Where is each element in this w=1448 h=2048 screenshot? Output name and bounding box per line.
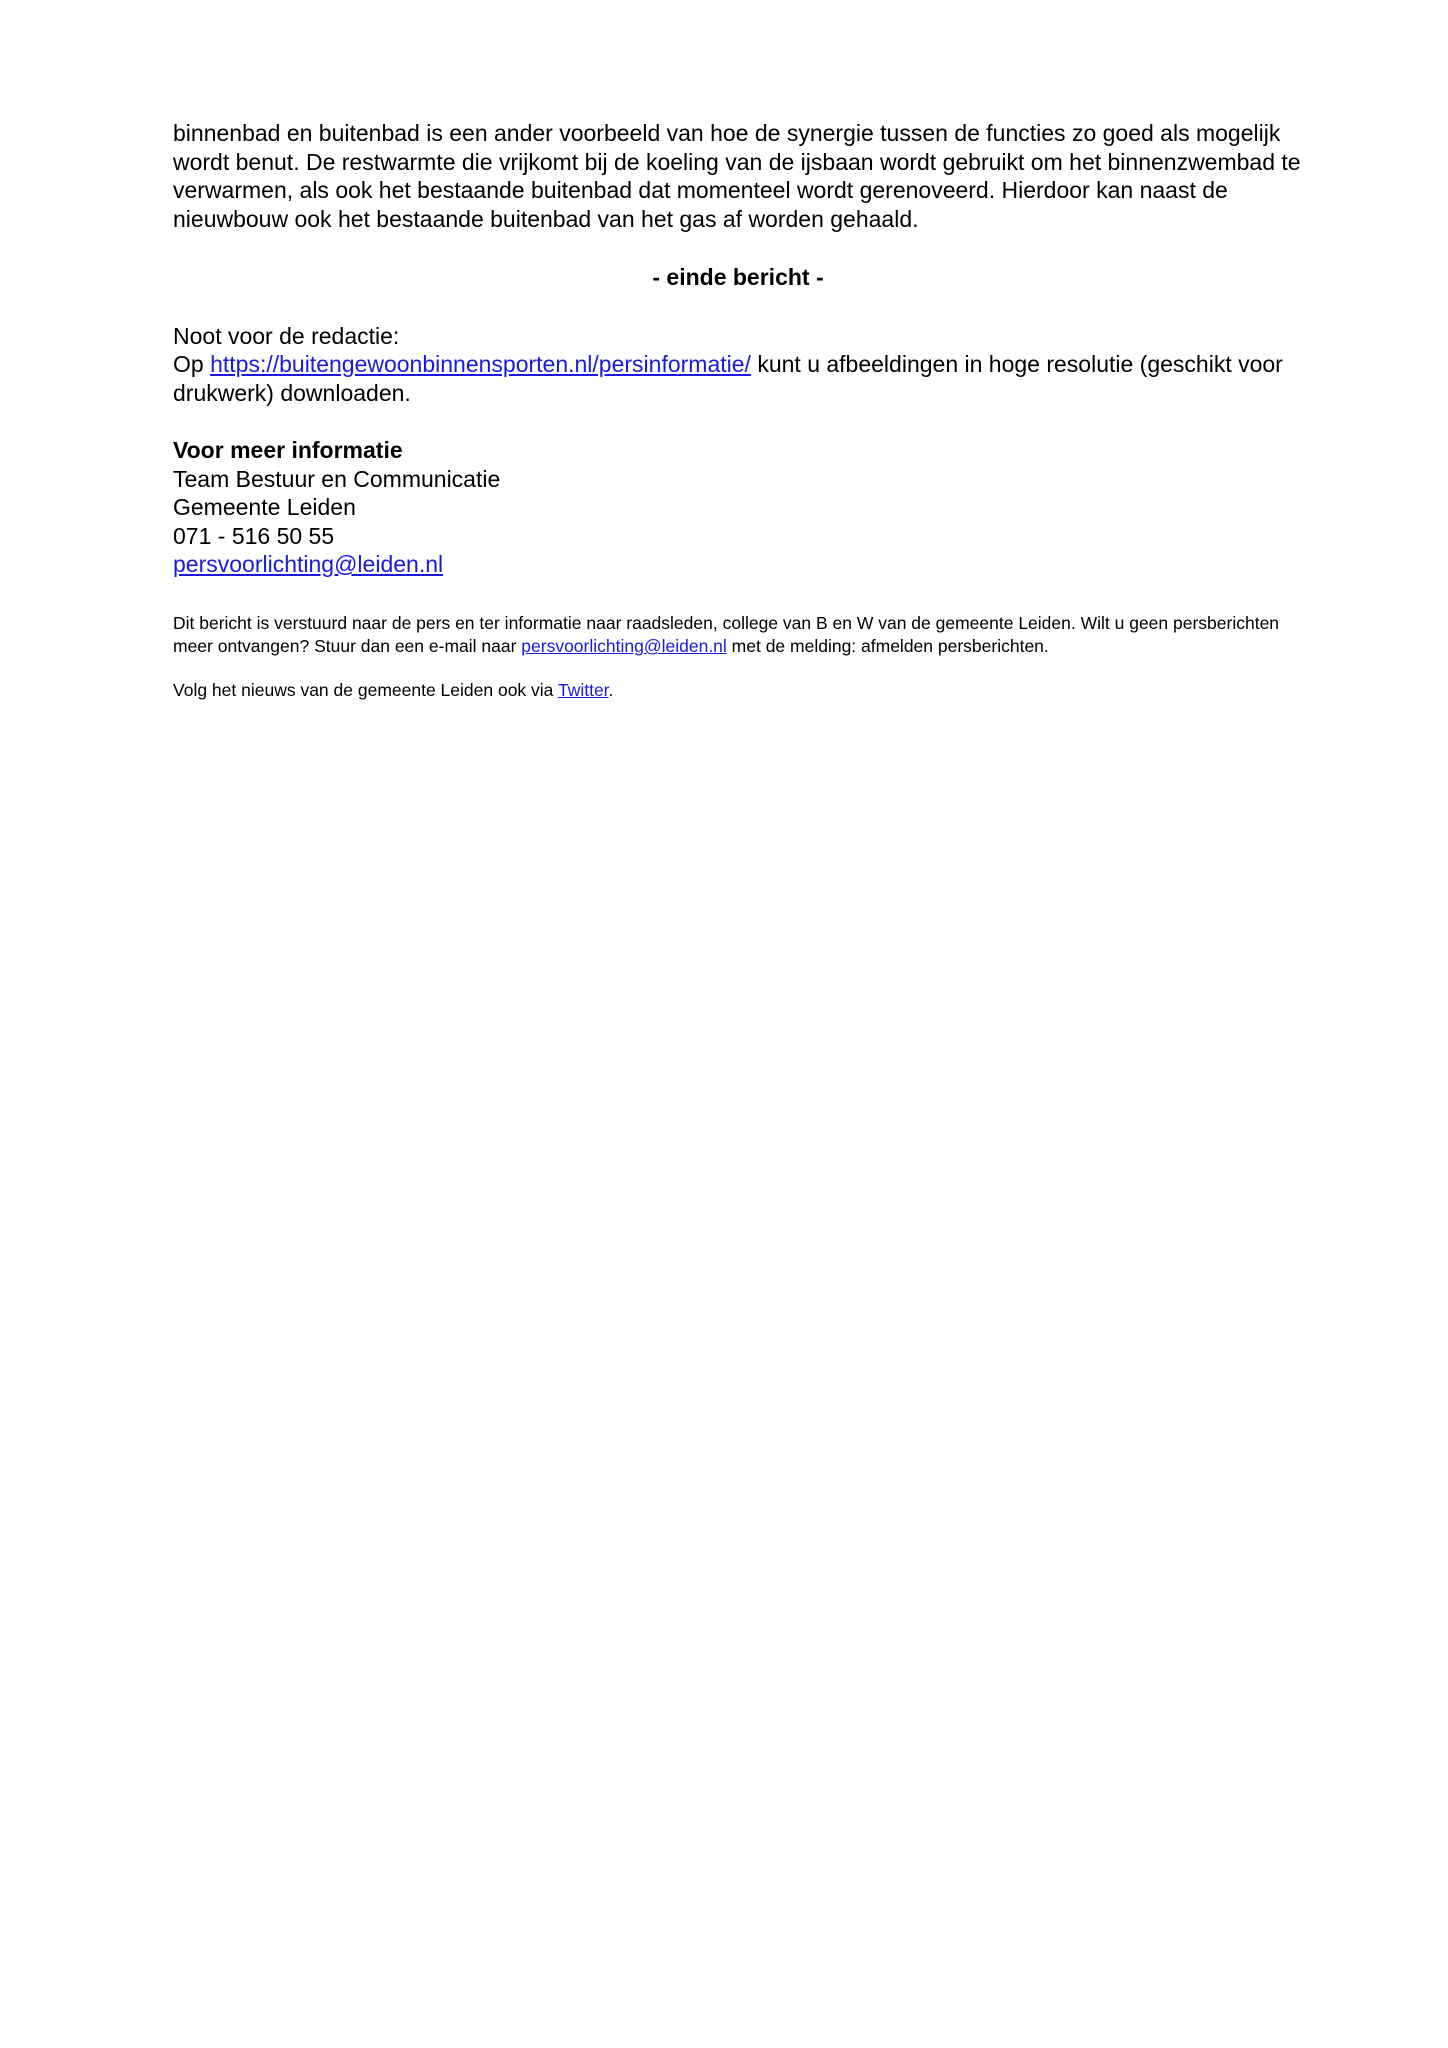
intro-paragraph: binnenbad en buitenbad is een ander voorbeeld van hoe de synergie tussen de functies zo goed als mogelijk wordt benut. De restwarmte die vrijkomt bij de koeling van de ijsbaan wordt gebruikt om het binnenzwembad te verwarmen, als ook het bestaande buitenbad dat momenteel wordt gerenoveerd. Hierdoor kan naast de nieuwbouw ook het bestaande buitenbad van het gas af worden gehaald. <box>173 120 1301 232</box>
contact-block <box>173 436 1303 579</box>
contact-team: Team Bestuur en Communicatie <box>173 465 501 492</box>
disclaimer-suffix: met de melding: afmelden persberichten. <box>726 636 1049 656</box>
editor-note <box>173 322 1303 408</box>
follow-text <box>173 679 1303 703</box>
editor-note-prefix: Op <box>173 351 211 377</box>
contact-phone: 071 - 516 50 55 <box>173 522 335 549</box>
editor-note-suffix: kunt u afbeeldingen in hoge resolutie (geschikt voor drukwerk) downloaden. <box>173 351 1283 406</box>
disclaimer-text <box>173 612 1303 659</box>
end-of-message-marker: - einde bericht - <box>652 264 824 290</box>
follow-prefix: Volg het nieuws van de gemeente Leiden ook via <box>173 679 558 700</box>
disclaimer-prefix: Dit bericht is verstuurd naar de pers en ter informatie naar raadsleden, college van B en W van de gemeente Leiden. Wilt u geen persberichten meer ontvangen? Stuur dan een e-mail naar <box>173 612 1280 656</box>
contact-email-link[interactable]: persvoorlichting@leiden.nl <box>173 551 444 577</box>
follow-suffix: . <box>608 679 614 700</box>
contact-organization: Gemeente Leiden <box>173 494 356 520</box>
press-info-link[interactable]: https://buitengewoonbinnensporten.nl/persinformatie/ <box>210 351 751 377</box>
editor-note-text <box>173 350 1303 407</box>
editor-note-heading: Noot voor de redactie: <box>173 322 400 349</box>
disclaimer-email-link[interactable]: persvoorlichting@leiden.nl <box>521 636 727 656</box>
twitter-link[interactable]: Twitter <box>557 679 609 700</box>
document-page <box>173 119 1303 702</box>
contact-heading: Voor meer informatie <box>173 437 403 463</box>
